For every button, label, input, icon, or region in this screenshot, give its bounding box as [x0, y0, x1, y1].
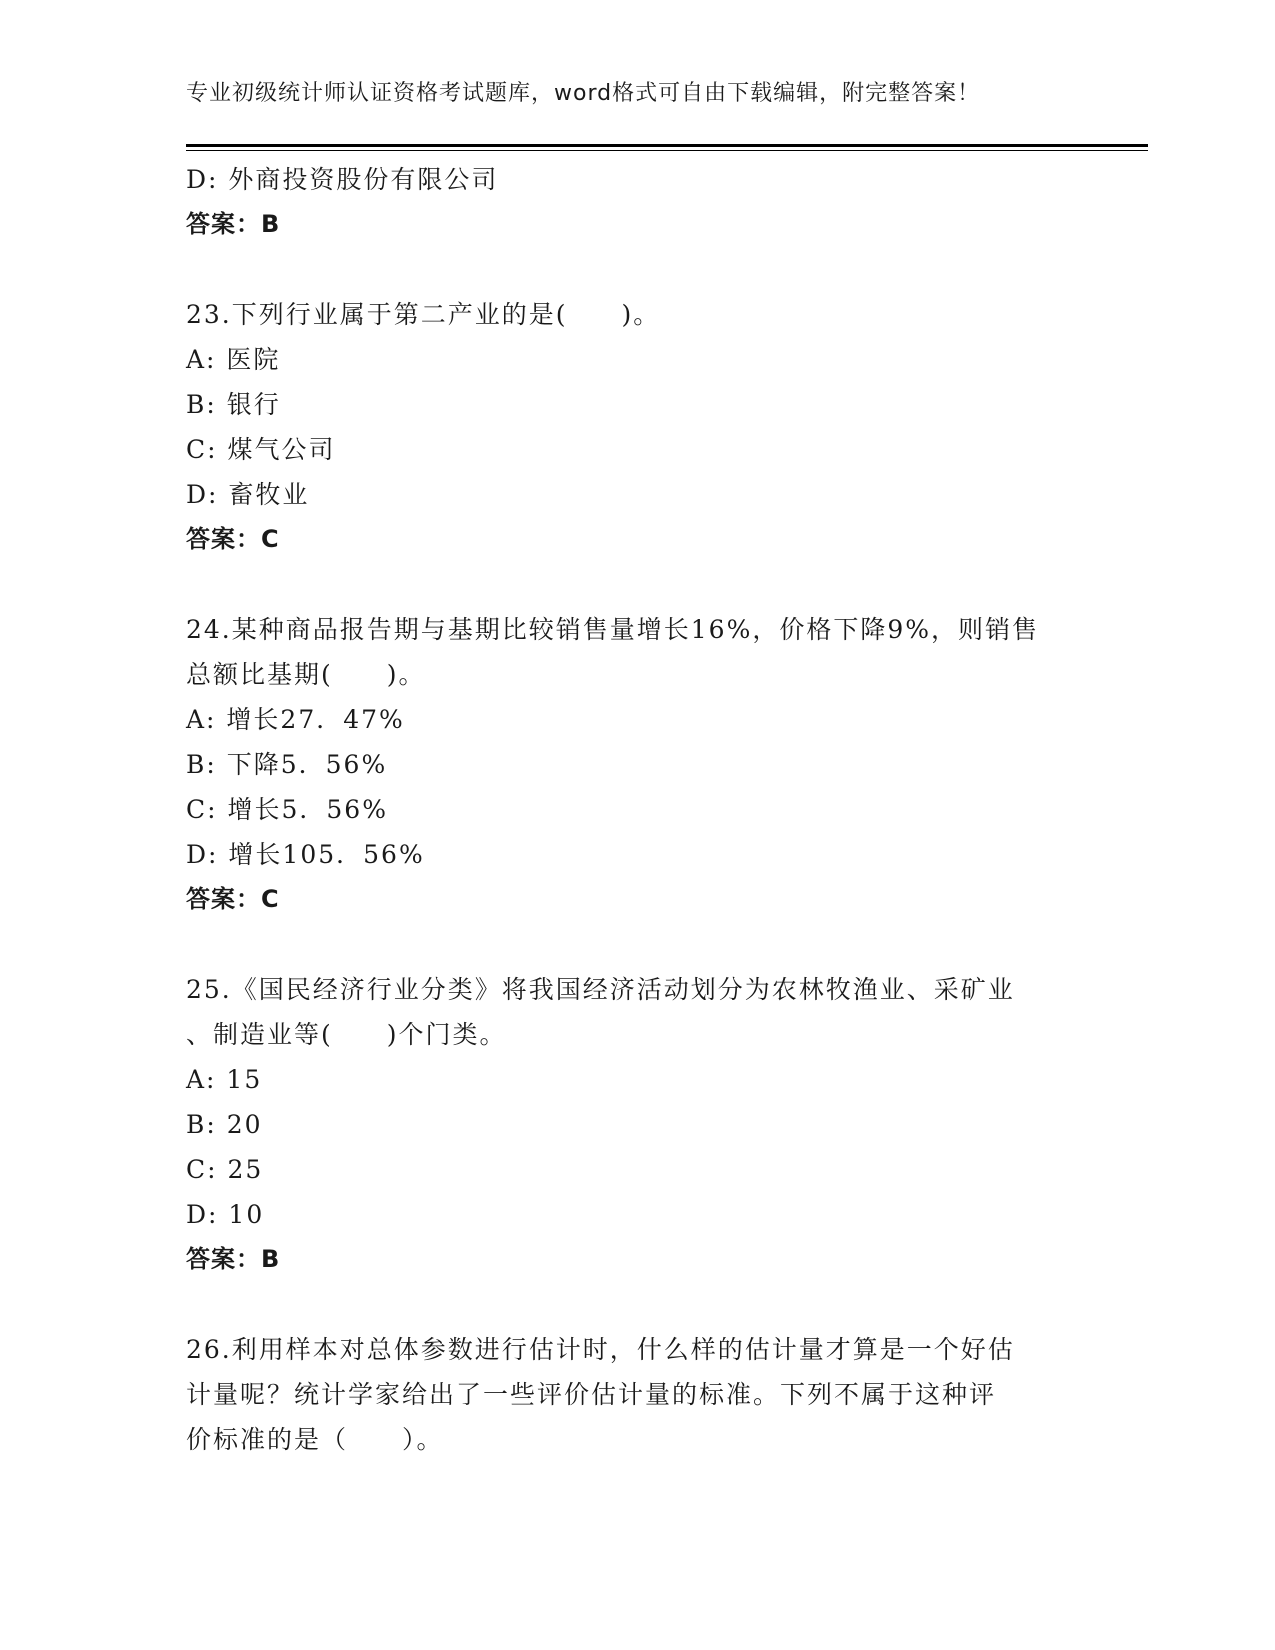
question-stem-cont: 总额比基期( )。 [186, 660, 426, 689]
option-c: C: 煤气公司 [186, 435, 336, 464]
question-stem: 23.下列行业属于第二产业的是( )。 [186, 300, 661, 329]
option-c: C: 增长5．56% [186, 795, 388, 824]
option-d: D: 10 [186, 1200, 265, 1229]
option-d: D: 增长105．56% [186, 840, 425, 869]
option-b: B: 20 [186, 1110, 263, 1139]
option-a: A: 增长27．47% [186, 705, 405, 734]
question-stem: 25.《国民经济行业分类》将我国经济活动划分为农林牧渔业、采矿业 [186, 975, 1015, 1004]
question-stem: 26.利用样本对总体参数进行估计时，什么样的估计量才算是一个好估 [186, 1335, 1015, 1364]
option-a: A: 15 [186, 1065, 263, 1094]
question-stem-cont: 价标准的是（ ）。 [186, 1425, 444, 1454]
prev-answer: 答案：B [186, 210, 281, 238]
question-25 [186, 967, 1086, 1282]
option-c: C: 25 [186, 1155, 264, 1184]
document-body [186, 157, 1086, 1462]
question-stem-cont: 计量呢？统计学家给出了一些评价估计量的标准。下列不属于这种评 [186, 1380, 997, 1409]
option-b: B: 银行 [186, 390, 281, 419]
option-b: B: 下降5．56% [186, 750, 388, 779]
option-a: A: 医院 [186, 345, 281, 374]
answer: 答案：C [186, 885, 280, 913]
question-stem-cont: 、制造业等( )个门类。 [186, 1020, 507, 1049]
question-24 [186, 607, 1086, 922]
answer: 答案：B [186, 1245, 281, 1273]
header-rule-thin [186, 150, 1148, 151]
answer: 答案：C [186, 525, 280, 553]
header-rule-thick [186, 144, 1148, 147]
question-23 [186, 292, 1086, 562]
question-26 [186, 1327, 1086, 1462]
question-stem: 24.某种商品报告期与基期比较销售量增长16%，价格下降9%，则销售 [186, 615, 1039, 644]
page-header: 专业初级统计师认证资格考试题库，word格式可自由下载编辑，附完整答案！ [186, 81, 981, 106]
option-d: D: 畜牧业 [186, 480, 310, 509]
prev-option-d: D: 外商投资股份有限公司 [186, 165, 499, 194]
